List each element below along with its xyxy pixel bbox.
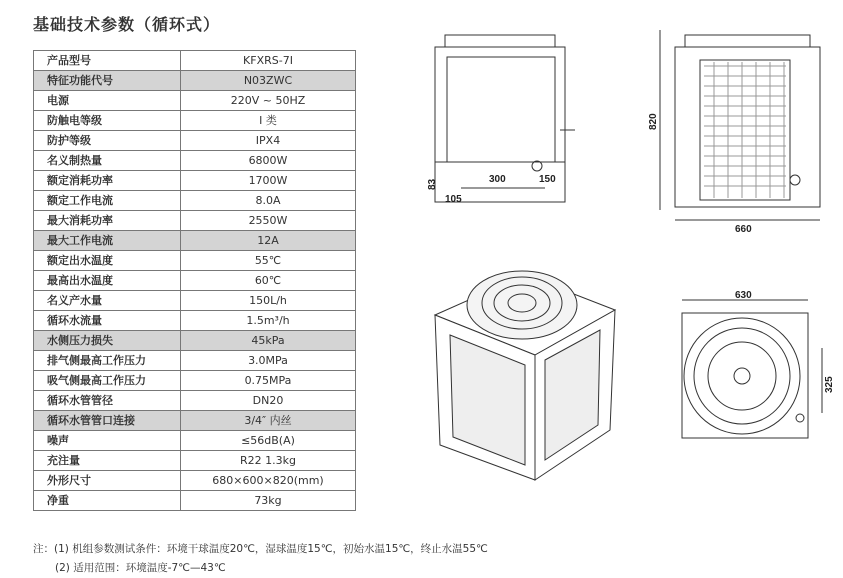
dim-83: 83 (427, 178, 438, 190)
spec-value: ≤56dB(A) (181, 431, 356, 451)
rear-view-drawing (425, 20, 585, 215)
dim-630: 630 (735, 290, 752, 301)
isometric-view-drawing (420, 255, 630, 490)
spec-row (34, 451, 356, 471)
spec-label: 额定工作电流 (34, 191, 181, 211)
spec-value: 73kg (181, 491, 356, 511)
spec-value: 60℃ (181, 271, 356, 291)
spec-value: 150L/h (181, 291, 356, 311)
spec-label: 电源 (34, 91, 181, 111)
spec-label: 吸气侧最高工作压力 (34, 371, 181, 391)
spec-value: I 类 (181, 111, 356, 131)
spec-label: 防触电等级 (34, 111, 181, 131)
spec-label: 排气侧最高工作压力 (34, 351, 181, 371)
spec-label: 防护等级 (34, 131, 181, 151)
spec-value: KFXRS-7I (181, 51, 356, 71)
spec-row (34, 311, 356, 331)
spec-value: 2550W (181, 211, 356, 231)
spec-row (34, 71, 356, 91)
spec-row (34, 491, 356, 511)
spec-table (33, 50, 356, 511)
spec-label: 外形尺寸 (34, 471, 181, 491)
spec-value: DN20 (181, 391, 356, 411)
spec-label: 产品型号 (34, 51, 181, 71)
spec-row (34, 51, 356, 71)
spec-row (34, 391, 356, 411)
spec-label: 循环水管管口连接 (34, 411, 181, 431)
spec-row (34, 91, 356, 111)
spec-label: 最大消耗功率 (34, 211, 181, 231)
spec-label: 循环水流量 (34, 311, 181, 331)
spec-value: 220V ~ 50HZ (181, 91, 356, 111)
spec-value: 8.0A (181, 191, 356, 211)
spec-label: 最大工作电流 (34, 231, 181, 251)
spec-row (34, 271, 356, 291)
spec-value: 3/4″ 内丝 (181, 411, 356, 431)
spec-row (34, 351, 356, 371)
spec-value: 0.75MPa (181, 371, 356, 391)
dim-820: 820 (648, 113, 659, 130)
spec-label: 水侧压力损失 (34, 331, 181, 351)
spec-row (34, 411, 356, 431)
dim-150: 150 (539, 174, 556, 185)
spec-row (34, 111, 356, 131)
spec-row (34, 371, 356, 391)
spec-label: 名义制热量 (34, 151, 181, 171)
spec-label: 名义产水量 (34, 291, 181, 311)
spec-label: 净重 (34, 491, 181, 511)
note-1: 注：(1) 机组参数测试条件：环境干球温度20℃，湿球温度15℃，初始水温15℃，终止水温55℃ (33, 543, 488, 555)
spec-value: 55℃ (181, 251, 356, 271)
spec-row (34, 131, 356, 151)
dim-105: 105 (445, 194, 462, 205)
spec-value: 1700W (181, 171, 356, 191)
spec-row (34, 151, 356, 171)
spec-value: 1.5m³/h (181, 311, 356, 331)
spec-value: 680×600×820(mm) (181, 471, 356, 491)
spec-row (34, 471, 356, 491)
spec-value: 45kPa (181, 331, 356, 351)
spec-row (34, 291, 356, 311)
spec-value: N03ZWC (181, 71, 356, 91)
spec-value: 3.0MPa (181, 351, 356, 371)
spec-label: 额定出水温度 (34, 251, 181, 271)
spec-value: 12A (181, 231, 356, 251)
spec-value: 6800W (181, 151, 356, 171)
top-view-drawing (660, 288, 840, 443)
spec-value: R22 1.3kg (181, 451, 356, 471)
spec-label: 循环水管管径 (34, 391, 181, 411)
page-title: 基础技术参数（循环式） (33, 15, 221, 34)
spec-row (34, 431, 356, 451)
spec-label: 噪声 (34, 431, 181, 451)
spec-value: IPX4 (181, 131, 356, 151)
spec-row (34, 171, 356, 191)
spec-row (34, 211, 356, 231)
spec-label: 特征功能代号 (34, 71, 181, 91)
spec-row (34, 191, 356, 211)
note-2: (2) 适用范围：环境温度-7℃—43℃ (55, 562, 226, 574)
dim-300: 300 (489, 174, 506, 185)
spec-row (34, 331, 356, 351)
side-view-drawing (640, 20, 840, 235)
spec-row (34, 251, 356, 271)
spec-label: 额定消耗功率 (34, 171, 181, 191)
dim-660: 660 (735, 224, 752, 235)
dim-325: 325 (824, 376, 835, 393)
spec-label: 最高出水温度 (34, 271, 181, 291)
spec-row (34, 231, 356, 251)
spec-label: 充注量 (34, 451, 181, 471)
